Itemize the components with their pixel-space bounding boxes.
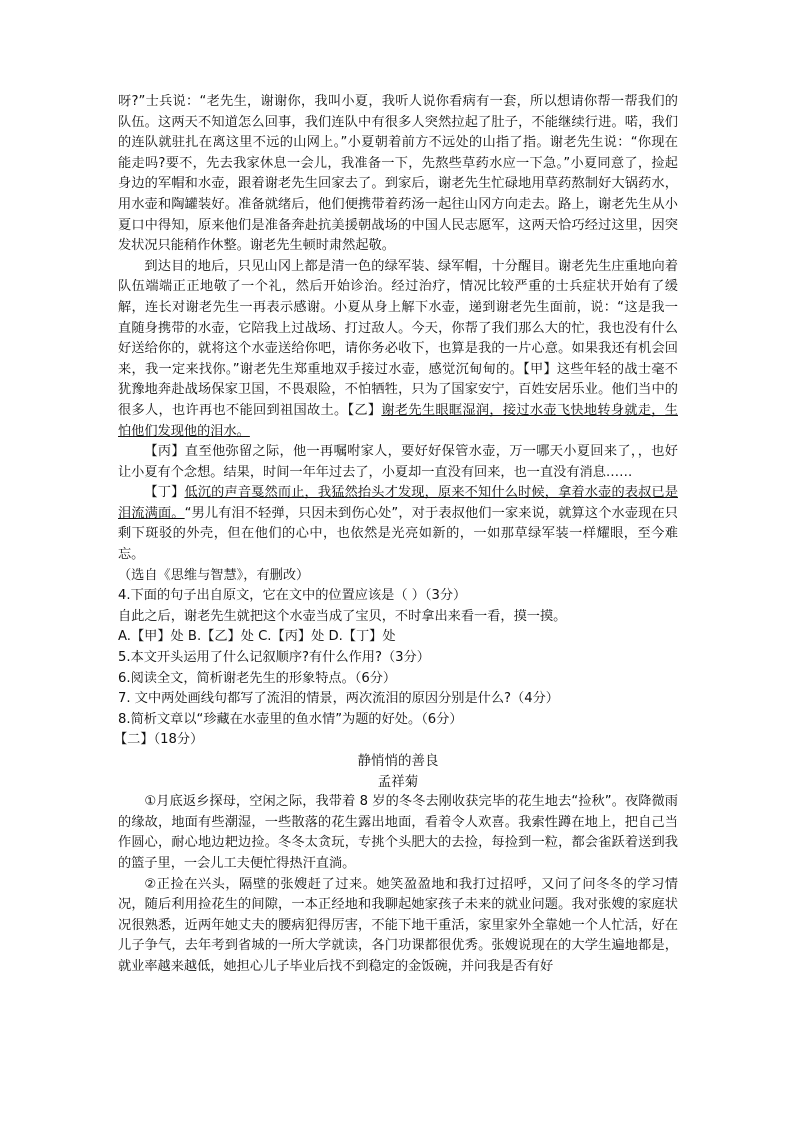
question-4-sentence: 自此之后，谢老先生就把这个水壶当成了宝贝，不时拿出来看一看，摸一摸。 [118,608,567,624]
question-8: 8.简析文章以“珍藏在水壶里的鱼水情”为题的好处。（6分） [118,711,463,727]
article-paragraph-2: ②正捡在兴头，隔壁的张嫂赶了过来。她笑盈盈地和我打过招呼，又问了问冬冬的学习情况，随后利用捡花生的间隙，一本正经地和我聊起她家孩子未来的就业问题。我对张嫂的家庭状况很熟悉，近两年她丈夫的腰病犯得厉害，不能下地干重活，家里家外全靠她一个人忙活，好在儿子争气，去年考到省城的一所大学就读，各门功课都很优秀。张嫂说现在的大学生遍地都是，就业率越来越低，她担心儿子毕业后找不到稳定的金饭碗，并问我是否有好 [118,876,678,974]
article-author: 孟祥菊 [377,773,419,790]
story-paragraph-1: 呀?”士兵说：“老先生，谢谢你，我叫小夏，我听人说你看病有一套，所以想请你帮一帮我们的队伍。这两天不知道怎么回事，我们连队中有很多人突然拉起了肚子，不能继续行进。喏，我们的连队就驻扎在离这里不远的山网上。”小夏朝着前方不远处的山指了指。谢老先生说：“你现在能走吗?要不，先去我家休息一会儿，我准备一下，先熬些草药水应一下急。”小夏同意了，捡起身边的军帽和水壶，跟着谢老先生回家去了。到家后，谢老先生忙碌地用草药熬制好大锅药水，用水壶和陶罐装好。准备就绪后，他们便携带着药汤一起往山冈方向走去。路上，谢老先生从小夏口中得知，原来他们是准备奔赴抗美援朝战场的中国人民志愿军，这两天恰巧经过这里，因突发状况只能稍作休整。谢老先生顿时肃然起敬。 [118,94,678,254]
story-paragraph-4 [118,483,678,565]
question-7: 7. 文中两处画线句都写了流泪的情景，两次流泪的原因分别是什么?（4分） [118,691,559,707]
marker-ding: 【丁】 [144,485,185,501]
question-4: 4.下面的句子出自原文，它在文中的位置应该是（ ）（3分） [118,588,467,604]
question-4-options: A.【甲】处 B.【乙】处 C.【丙】处 D.【丁】处 [118,629,396,645]
story-paragraph-2 [118,257,678,442]
section-2-label: 【二】（18分） [114,732,204,748]
question-5: 5.本文开头运用了什么记叙顺序?有什么作用?（3分） [118,650,430,666]
story-paragraph-3: 【丙】直至他弥留之际，他一再嘱咐家人，要好好保管水壶，万一哪天小夏回来了，，也好让小夏有个念想。结果，时间一年年过去了，小夏却一直没有回来，也一直没有消息…… [118,444,678,480]
text-column [114,92,679,978]
story-paragraph-4-text: “男儿有泪不轻弹，只因未到伤心处”，对于表叔他们一家来说，就算这个水壶现在只剩下斑驳的外壳，但在他们的心中，也依然是光亮如新的，一如那草绿军装一样耀眼，至今难忘。 [118,505,678,563]
question-6: 6.阅读全文，简析谢老先生的形象特点。（6分） [118,670,397,686]
source-note: （选自《思维与智慧》，有删改） [118,567,310,583]
article-paragraph-1: ①月底返乡探母，空闲之际，我带着 8 岁的冬冬去刚收获完毕的花生地去“捡秋”。夜降微雨的缘故，地面有些潮湿，一些散落的花生露出地面，看着令人欢喜。我索性蹲在地上，把自己当作圆心，耐心地边耙边捡。冬冬太贪玩，专挑个头肥大的去捡，每捡到一粒，都会雀跃着送到我的篮子里，一会儿工夫便忙得热汗直淌。 [118,794,678,871]
article-title: 静悄悄的善良 [357,753,439,769]
underlined-sentence-1: 谢老先生眼眶湿润，接过水壶飞快地转身就走，生怕他们发现他的泪水。 [118,402,678,439]
underlined-sentence-2: 低沉的声音戛然而止，我猛然抬头才发现，原来不知什么时候，拿着水壶的表叔已是泪流满面。 [118,485,679,521]
story-paragraph-2-text: 到达目的地后，只见山冈上都是清一色的绿军装、绿军帽，十分醒目。谢老先生庄重地向着队伍端端正正地敬了一个礼，然后开始诊治。经过治疗，情况比较严重的士兵症状开始有了缓解，连长对谢老先生一再表示感谢。小夏从身上解下水壶，递到谢老先生面前，说：“这是我一直随身携带的水壶，它陪我上过战场、打过敌人。今天，你帮了我们那么大的忙，我也没有什么好送给你的，就将这个水壶送给你吧，请你务必收下，也算是我的一片心意。如果我还有机会回来，我一定来找你。”谢老先生郑重地双手接过水壶，感觉沉甸甸的。【甲】这些年轻的战士毫不犹豫地奔赴战场保家卫国，不畏艰险，不怕牺牲，只为了国家安宁，百姓安居乐业。他们当中的很多人，也许再也不能回到祖国故土。【乙】 [118,258,678,418]
